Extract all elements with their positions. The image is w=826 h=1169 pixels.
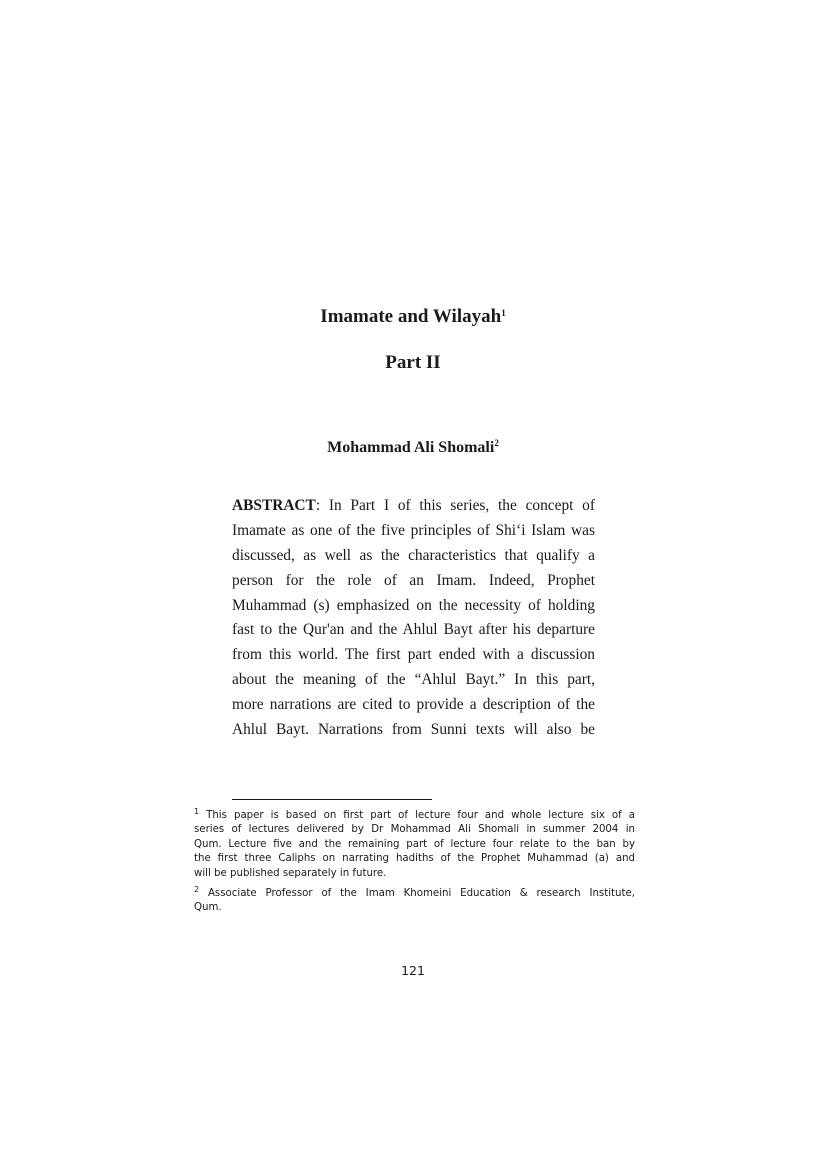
abstract-line-text: : In Part I of this series, the concept of	[315, 497, 595, 514]
footnote-line: Qum. Lecture five and the remaining part of lecture four relate to the ban by	[194, 838, 635, 850]
abstract-line: Muhammad (s) emphasized on the necessity of holding	[232, 596, 595, 614]
footnote-divider	[232, 799, 432, 800]
abstract-line: discussed, as well as the characteristics that qualify a	[232, 546, 595, 564]
footnote-line-text: Associate Professor of the Imam Khomeini Education & research Institute,	[199, 888, 635, 900]
footnotes	[194, 809, 635, 922]
footnote-marker: 2	[194, 885, 200, 895]
footnote-line: the first three Caliphs on narrating hadiths of the Prophet Muhammad (a) and	[194, 853, 635, 865]
abstract-line: Imamate as one of the five principles of Shi‘i Islam was	[232, 521, 595, 539]
article-subtitle: Part II	[385, 352, 441, 373]
abstract-line: Ahlul Bayt. Narrations from Sunni texts will also be	[232, 721, 595, 739]
footnote-line-text: This paper is based on first part of lecture four and whole lecture six of a	[199, 810, 635, 821]
footnote-line: will be published separately in future.	[194, 867, 387, 879]
footnote-line: Qum.	[194, 902, 222, 914]
footnote-1	[194, 809, 635, 881]
footnote-line	[194, 887, 635, 901]
article-title-text: Imamate and Wilayah	[320, 306, 502, 327]
abstract-line: more narrations are cited to provide a description of the	[232, 696, 595, 714]
title-footnote-ref[interactable]: 1	[501, 308, 506, 318]
article-author	[0, 437, 826, 459]
footnote-line	[194, 809, 635, 823]
abstract-line	[232, 494, 595, 519]
footnote-marker: 1	[194, 807, 200, 816]
abstract-label: ABSTRACT	[232, 497, 316, 514]
abstract	[232, 494, 595, 743]
page-number: 121	[401, 963, 425, 978]
abstract-line: from this world. The first part ended with a discussion	[232, 646, 595, 664]
author-footnote-ref[interactable]: 2	[494, 438, 499, 448]
abstract-line: about the meaning of the “Ahlul Bayt.” In this part,	[232, 671, 595, 689]
footnote-2	[194, 887, 635, 916]
footnote-line: series of lectures delivered by Dr Mohammad Ali Shomali in summer 2004 in	[194, 824, 635, 836]
abstract-line: person for the role of an Imam. Indeed, Prophet	[232, 571, 595, 589]
article-title	[0, 304, 826, 330]
author-name: Mohammad Ali Shomali	[327, 439, 495, 456]
abstract-line: fast to the Qur'an and the Ahlul Bayt after his departure	[232, 621, 595, 639]
